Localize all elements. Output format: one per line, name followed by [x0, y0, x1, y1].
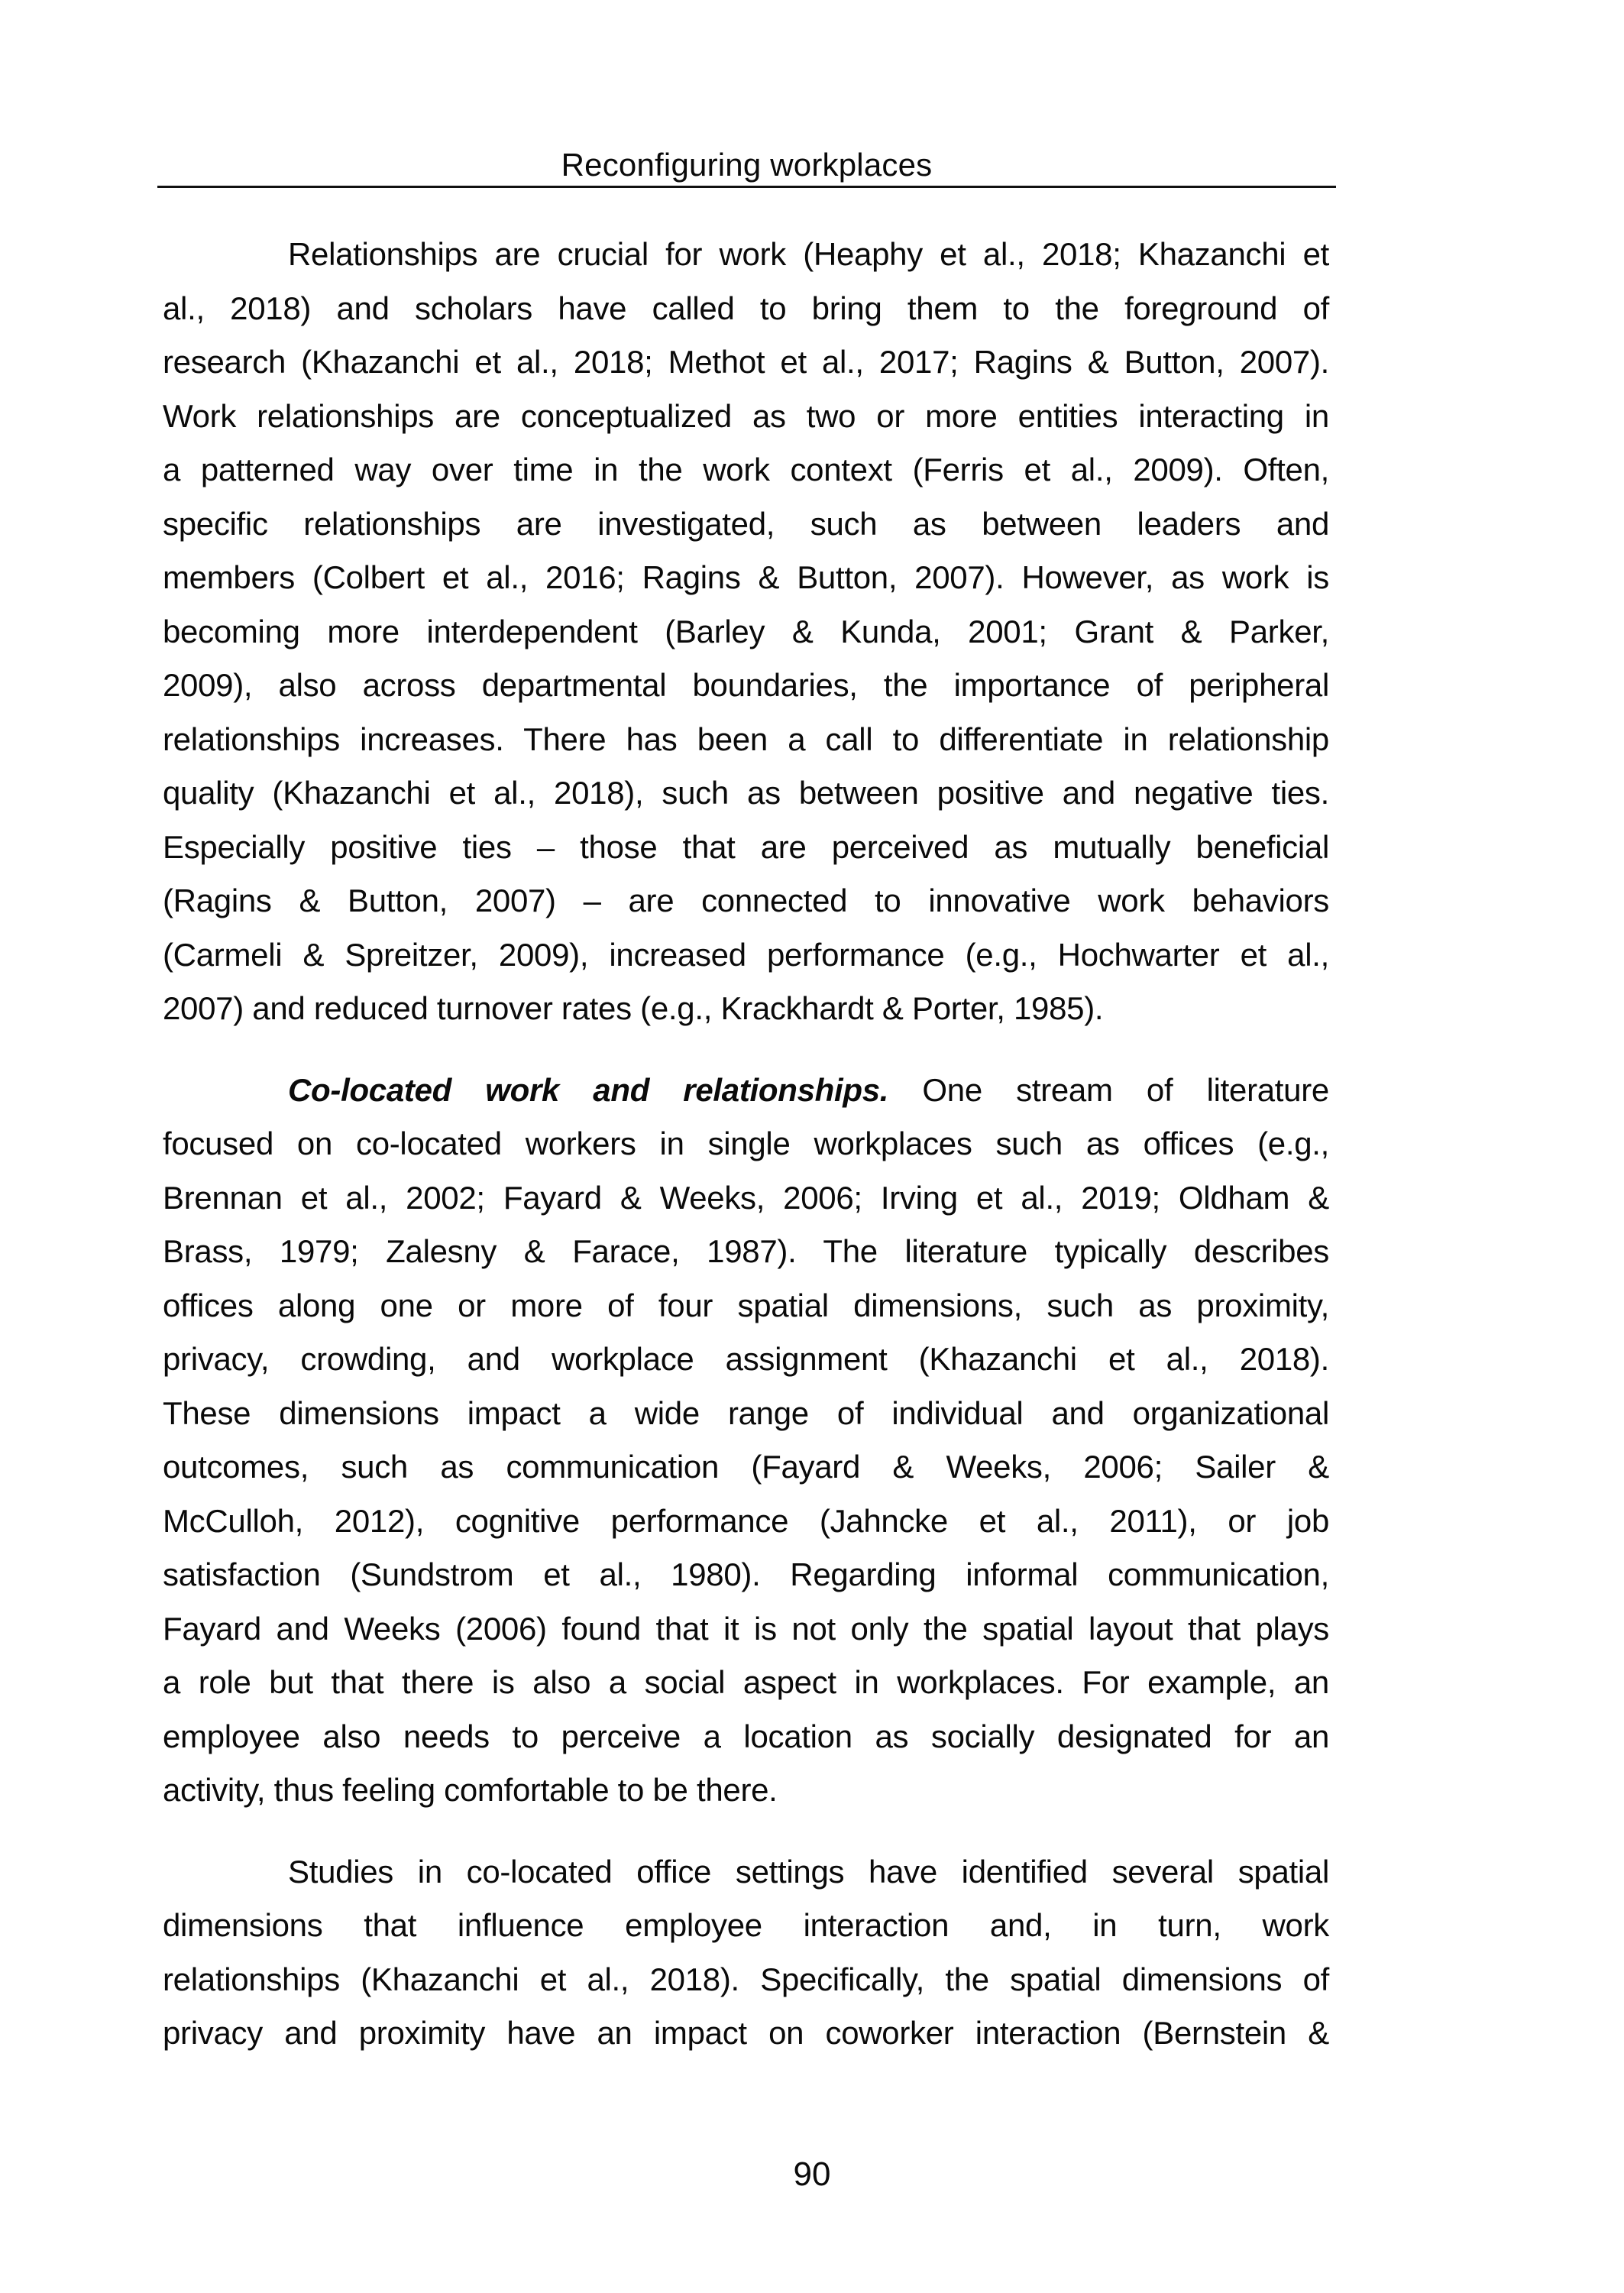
text-line: 2007) and reduced turnover rates (e.g., Krackhardt & Porter, 1985).	[163, 990, 1104, 1026]
text-line: Relationships are crucial for work (Heaphy et al., 2018; Khazanchi et	[288, 236, 1329, 272]
text-line: privacy and proximity have an impact on coworker interaction (Bernstein &	[163, 2015, 1329, 2051]
text-line: Brennan et al., 2002; Fayard & Weeks, 2006; Irving et al., 2019; Oldham &	[163, 1179, 1329, 1216]
text-line: employee also needs to perceive a location as socially designated for an	[163, 1718, 1329, 1754]
text-line: Especially positive ties – those that are perceived as mutually beneficial	[163, 828, 1329, 865]
text-line: focused on co-located workers in single workplaces such as offices (e.g.,	[163, 1125, 1329, 1161]
text-line: (Carmeli & Spreitzer, 2009), increased performance (e.g., Hochwarter et al.,	[163, 936, 1329, 973]
text-line: Fayard and Weeks (2006) found that it is not only the spatial layout that plays	[163, 1610, 1329, 1647]
text-line: Studies in co-located office settings have identified several spatial	[288, 1853, 1329, 1890]
text-line: Work relationships are conceptualized as two or more entities interacting in	[163, 397, 1329, 434]
text-line: becoming more interdependent (Barley & Kunda, 2001; Grant & Parker,	[163, 613, 1329, 649]
text-line: research (Khazanchi et al., 2018; Methot et al., 2017; Ragins & Button, 2007).	[163, 344, 1329, 380]
text-line: privacy, crowding, and workplace assignment (Khazanchi et al., 2018).	[163, 1341, 1329, 1377]
text-line: a patterned way over time in the work context (Ferris et al., 2009). Often,	[163, 452, 1329, 487]
text-line: (Ragins & Button, 2007) – are connected to innovative work behaviors	[163, 883, 1329, 918]
text-fragment: One stream of literature	[888, 1071, 1329, 1108]
text-line: members (Colbert et al., 2016; Ragins & Button, 2007). However, as work is	[163, 559, 1329, 595]
paragraph-2	[163, 1064, 1329, 1818]
text-line: Brass, 1979; Zalesny & Farace, 1987). The literature typically describes	[163, 1233, 1329, 1269]
paragraph-3	[163, 1845, 1329, 2061]
text-line: relationships increases. There has been a call to differentiate in relationship	[163, 721, 1329, 757]
text-line: specific relationships are investigated, such as between leaders and	[163, 505, 1329, 542]
text-line: offices along one or more of four spatial dimensions, such as proximity,	[163, 1287, 1329, 1323]
text-line: These dimensions impact a wide range of individual and organizational	[163, 1394, 1329, 1431]
page-number: 90	[793, 2155, 831, 2193]
text-line: quality (Khazanchi et al., 2018), such as between positive and negative ties.	[163, 775, 1329, 811]
header-rule	[157, 186, 1336, 188]
text-line: al., 2018) and scholars have called to bring them to the foreground of	[163, 290, 1329, 326]
paragraph-1	[163, 228, 1329, 1036]
running-header: Reconfiguring workplaces	[561, 147, 933, 183]
text-line	[163, 1064, 1329, 1118]
text-line: relationships (Khazanchi et al., 2018). Specifically, the spatial dimensions of	[163, 1961, 1329, 1997]
text-line: outcomes, such as communication (Fayard & Weeks, 2006; Sailer &	[163, 1449, 1329, 1485]
text-line: dimensions that influence employee interaction and, in turn, work	[163, 1907, 1329, 1943]
section-heading: Co-located work and relationships.	[288, 1071, 889, 1108]
text-line: satisfaction (Sundstrom et al., 1980). Regarding informal communication,	[163, 1556, 1329, 1592]
text-line: 2009), also across departmental boundaries, the importance of peripheral	[163, 667, 1329, 703]
text-line: a role but that there is also a social aspect in workplaces. For example, an	[163, 1664, 1329, 1700]
text-line: McCulloh, 2012), cognitive performance (Jahncke et al., 2011), or job	[163, 1502, 1329, 1539]
text-line: activity, thus feeling comfortable to be there.	[163, 1772, 778, 1808]
body-text	[163, 228, 1329, 2088]
